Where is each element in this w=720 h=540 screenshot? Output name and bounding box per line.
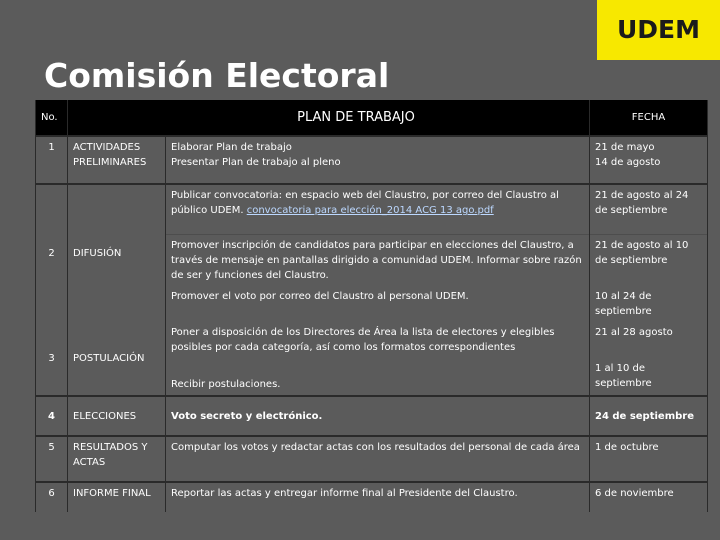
table-header-row	[36, 100, 708, 136]
header-fecha: FECHA	[590, 100, 708, 136]
udem-logo: UDEM	[597, 0, 720, 60]
table-row	[36, 322, 708, 358]
activity-line: Elaborar Plan de trabajo	[171, 142, 292, 153]
row-date: 21 de agosto al 10 de septiembre	[590, 234, 708, 286]
row-activity: Computar los votos y redactar actas con los resultados del personal de cada área	[166, 436, 590, 482]
row-date: 21 al 28 agosto	[590, 322, 708, 358]
activity-line: Presentar Plan de trabajo al pleno	[171, 157, 341, 168]
row-stage: POSTULACIÓN	[68, 322, 166, 396]
row-date: 10 al 24 de septiembre	[590, 286, 708, 322]
convocatoria-pdf-link[interactable]: convocatoria para elección_2014 ACG 13 ago.pdf	[246, 205, 494, 216]
work-plan-table	[35, 100, 708, 512]
row-date	[590, 136, 708, 184]
row-stage: INFORME FINAL	[68, 482, 166, 512]
header-plan: PLAN DE TRABAJO	[68, 100, 590, 136]
table-row	[36, 482, 708, 512]
table-row	[36, 136, 708, 184]
table-row	[36, 436, 708, 482]
row-date: 1 de octubre	[590, 436, 708, 482]
table-row	[36, 396, 708, 436]
row-number: 5	[36, 436, 68, 482]
row-number: 3	[36, 322, 68, 396]
row-activity: Voto secreto y electrónico.	[166, 396, 590, 436]
row-number: 1	[36, 136, 68, 184]
row-stage: ELECCIONES	[68, 396, 166, 436]
row-activity: Promover el voto por correo del Claustro al personal UDEM.	[166, 286, 590, 322]
row-activity: Promover inscripción de candidatos para participar en elecciones del Claustro, a través de mensaje en pantallas dirigido a comunidad UDEM. Informar sobre razón de ser y funciones del Claustro.	[166, 234, 590, 286]
row-stage: RESULTADOS Y ACTAS	[68, 436, 166, 482]
row-stage: ACTIVIDADES PRELIMINARES	[68, 136, 166, 184]
row-stage: DIFUSIÓN	[68, 184, 166, 322]
date-line: 21 de mayo	[595, 142, 655, 153]
header-no: No.	[36, 100, 68, 136]
activity-text: Publicar convocatoria: en espacio web del Claustro, por correo del Claustro al público UDEM.	[171, 190, 559, 216]
row-activity	[166, 136, 590, 184]
row-activity	[166, 184, 590, 234]
date-line: 14 de agosto	[595, 157, 661, 168]
row-number: 2	[36, 184, 68, 322]
row-number: 6	[36, 482, 68, 512]
row-number: 4	[36, 396, 68, 436]
row-activity: Recibir postulaciones.	[166, 358, 590, 396]
row-date: 6 de noviembre	[590, 482, 708, 512]
row-date: 24 de septiembre	[590, 396, 708, 436]
page-title: Comisión Electoral	[44, 56, 390, 95]
row-date: 1 al 10 de septiembre	[590, 358, 708, 396]
row-activity: Poner a disposición de los Directores de Área la lista de electores y elegibles posibles por cada categoría, así como los formatos correspondientes	[166, 322, 590, 358]
row-date: 21 de agosto al 24 de septiembre	[590, 184, 708, 234]
table-row	[36, 184, 708, 234]
row-activity: Reportar las actas y entregar informe final al Presidente del Claustro.	[166, 482, 590, 512]
